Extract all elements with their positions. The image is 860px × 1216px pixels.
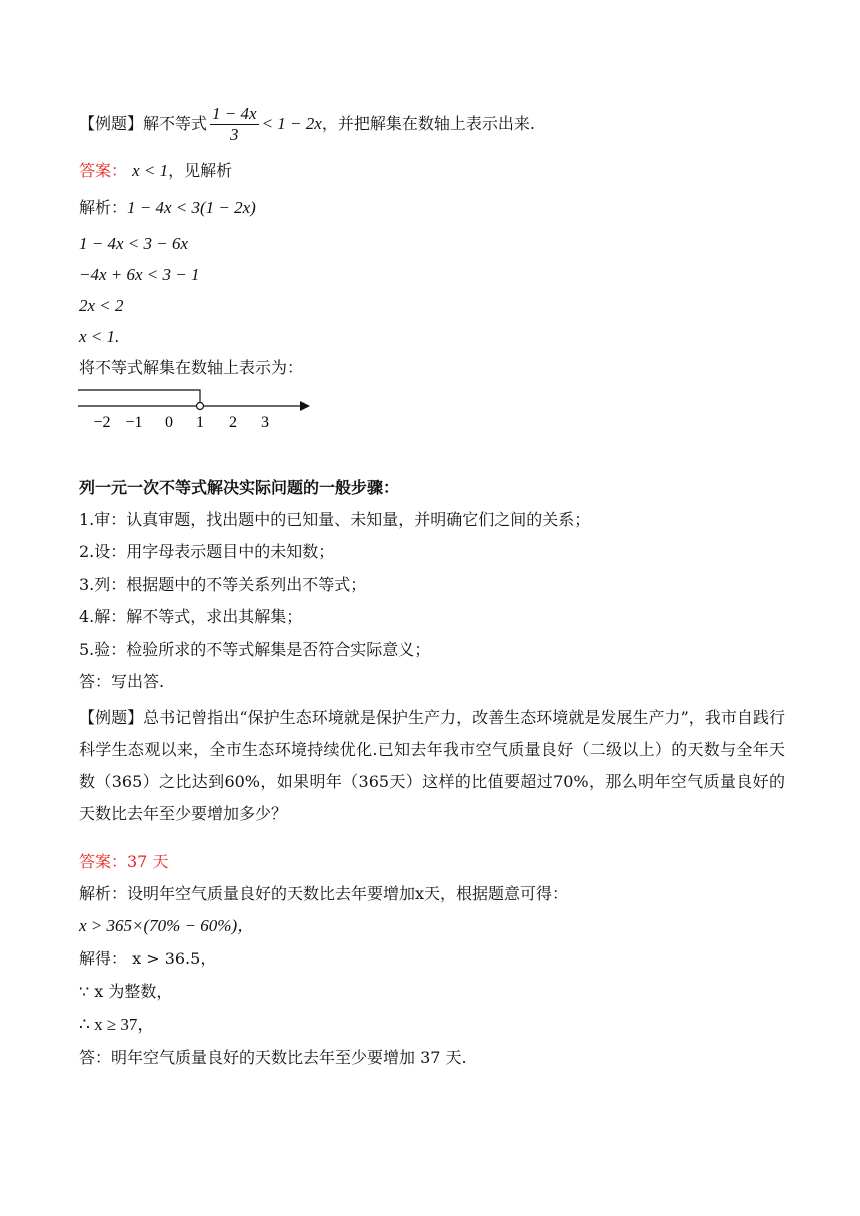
tick-label: 3 [261,414,269,431]
step-item: 1.审：认真审题，找出题中的已知量、未知量，并明确它们之间的关系； [79,510,591,529]
analysis2-line: 解析：设明年空气质量良好的天数比去年要增加x天，根据题意可得： [79,884,569,903]
step-item: 答：写出答. [79,672,165,691]
example1-prompt [79,104,535,145]
fraction-denominator: 3 [230,125,239,144]
answer-label: 答案： [79,161,128,180]
solution-set-bracket [78,390,200,402]
analysis1-line [79,197,256,219]
answer2-line: 答案：37 天 [79,852,169,871]
example-bracket-label: 【例题】 [79,114,144,133]
analysis2-answer: 答：明年空气质量良好的天数比去年至少要增加 37 天. [79,1048,467,1067]
open-circle-endpoint [197,403,204,410]
step-item: 2.设：用字母表示题目中的未知数； [79,542,335,561]
tick-label: 2 [229,414,237,431]
tick-label: 0 [165,414,173,431]
example2-text: 总书记曾指出“保护生态环境就是保护生产力，改善生态环境就是发展生产力”，我市自践行科学生态观以来，全市生态环境持续优化.已知去年我市空气质量良好（二级以上）的天数与全年天数（365）之比达到60%，如果明年（365天）这样的比值要超过70%，那么明年空气质量良好的天数比去年至少要增加多少？ [79,708,785,823]
tick-label: 1 [196,414,204,431]
fraction [210,104,259,145]
step-item: 3.列：根据题中的不等关系列出不等式； [79,575,367,594]
analysis-first-step: 1 − 4x < 3(1 − 2x) [127,198,256,217]
number-line-arrow [300,401,310,411]
numberline-caption: 将不等式解集在数轴上表示为： [79,358,304,377]
steps-heading: 列一元一次不等式解决实际问题的一般步骤： [79,478,400,497]
example2-paragraph [79,702,785,830]
tick-label: −2 [93,414,111,431]
number-line [78,384,310,432]
example1-prompt-before: 解不等式 [143,114,208,133]
example-bracket-label: 【例题】 [79,708,144,727]
analysis-label: 解析： [79,198,128,217]
solution-step: 1 − 4x < 3 − 6x [79,234,189,253]
fraction-numerator: 1 − 4x [212,104,257,123]
example1-prompt-after: ，并把解集在数轴上表示出来. [321,114,535,133]
step-item: 4.解：解不等式，求出其解集； [79,607,303,626]
analysis2-equation: x > 365×(70% − 60%)， [79,916,255,935]
solution-step: x < 1. [79,327,120,346]
tick-label: −1 [125,414,143,431]
solution-step: 2x < 2 [79,296,124,315]
solution-step: −4x + 6x < 3 − 1 [79,265,200,284]
answer-value: x < 1 [132,161,169,180]
inequality-rhs: < 1 − 2x [261,114,322,133]
analysis2-conclusion: ∴ x ≥ 37， [79,1015,155,1034]
answer1-line [79,160,232,182]
analysis2-solve: 解得： x > 36.5， [79,949,217,968]
step-item: 5.验：检验所求的不等式解集是否符合实际意义； [79,640,431,659]
answer-note: ，见解析 [168,161,233,180]
analysis2-integer-note: ∵ x 为整数， [79,982,173,1001]
